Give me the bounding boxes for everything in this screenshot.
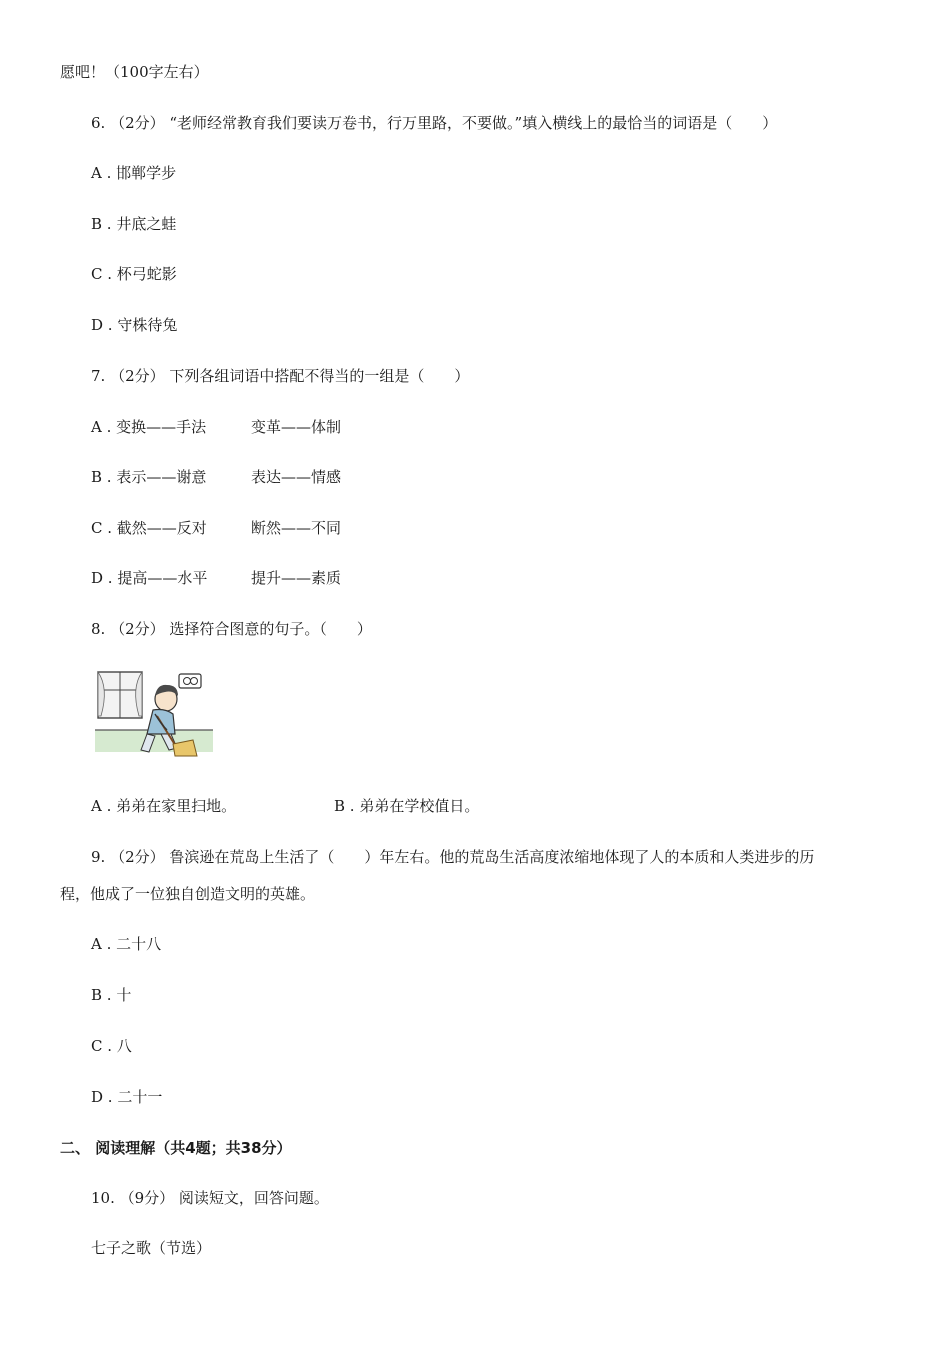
- option-left-text: C . 截然——反对: [91, 519, 207, 537]
- question-9-option-a[interactable]: A . 二十八: [91, 935, 162, 953]
- question-6-option-a[interactable]: A . 邯郸学步: [91, 164, 177, 182]
- question-9-option-c[interactable]: C . 八: [91, 1037, 132, 1055]
- question-6-option-d[interactable]: D . 守株待兔: [91, 316, 178, 334]
- question-8-option-a[interactable]: A . 弟弟在家里扫地。: [91, 797, 237, 815]
- boy-sweeping-illustration: [95, 668, 213, 760]
- intro-tail-text: 愿吧！（100字左右）: [60, 63, 209, 81]
- question-9-option-b[interactable]: B . 十: [91, 986, 132, 1004]
- question-7-option-c[interactable]: [91, 518, 341, 538]
- option-left-text: B . 表示——谢意: [91, 468, 207, 486]
- section-2-heading: 二、 阅读理解（共4题；共38分）: [60, 1139, 292, 1157]
- question-7-option-b[interactable]: [91, 467, 341, 487]
- question-8-stem: 8. （2分） 选择符合图意的句子。（ ）: [91, 620, 372, 638]
- question-6-option-c[interactable]: C . 杯弓蛇影: [91, 265, 177, 283]
- question-7-option-d[interactable]: [91, 568, 341, 588]
- option-right-text: 提升——素质: [251, 569, 342, 587]
- question-10-stem: 10. （9分） 阅读短文，回答问题。: [91, 1189, 329, 1207]
- question-8-option-b[interactable]: B . 弟弟在学校值日。: [334, 797, 480, 815]
- option-right-text: 表达——情感: [251, 468, 342, 486]
- option-left-text: D . 提高——水平: [91, 569, 208, 587]
- question-9-option-d[interactable]: D . 二十一: [91, 1088, 163, 1106]
- question-6-stem: 6. （2分） “老师经常教育我们要读万卷书，行万里路，不要做。”填入横线上的最恰当的词语是（ ）: [91, 114, 778, 132]
- question-7-option-a[interactable]: [91, 417, 341, 437]
- option-right-text: 变革——体制: [251, 418, 342, 436]
- question-7-stem: 7. （2分） 下列各组词语中搭配不得当的一组是（ ）: [91, 367, 470, 385]
- passage-title: 七子之歌（节选）: [91, 1239, 212, 1257]
- option-left-text: A . 变换——手法: [91, 418, 207, 436]
- question-9-stem-line2: 程，他成了一位独自创造文明的英雄。: [60, 885, 316, 903]
- option-right-text: 断然——不同: [251, 519, 342, 537]
- question-9-stem-line1: 9. （2分） 鲁滨逊在荒岛上生活了（ ）年左右。他的荒岛生活高度浓缩地体现了人的本质和人类进步的历: [91, 848, 815, 866]
- question-6-option-b[interactable]: B . 井底之蛙: [91, 215, 177, 233]
